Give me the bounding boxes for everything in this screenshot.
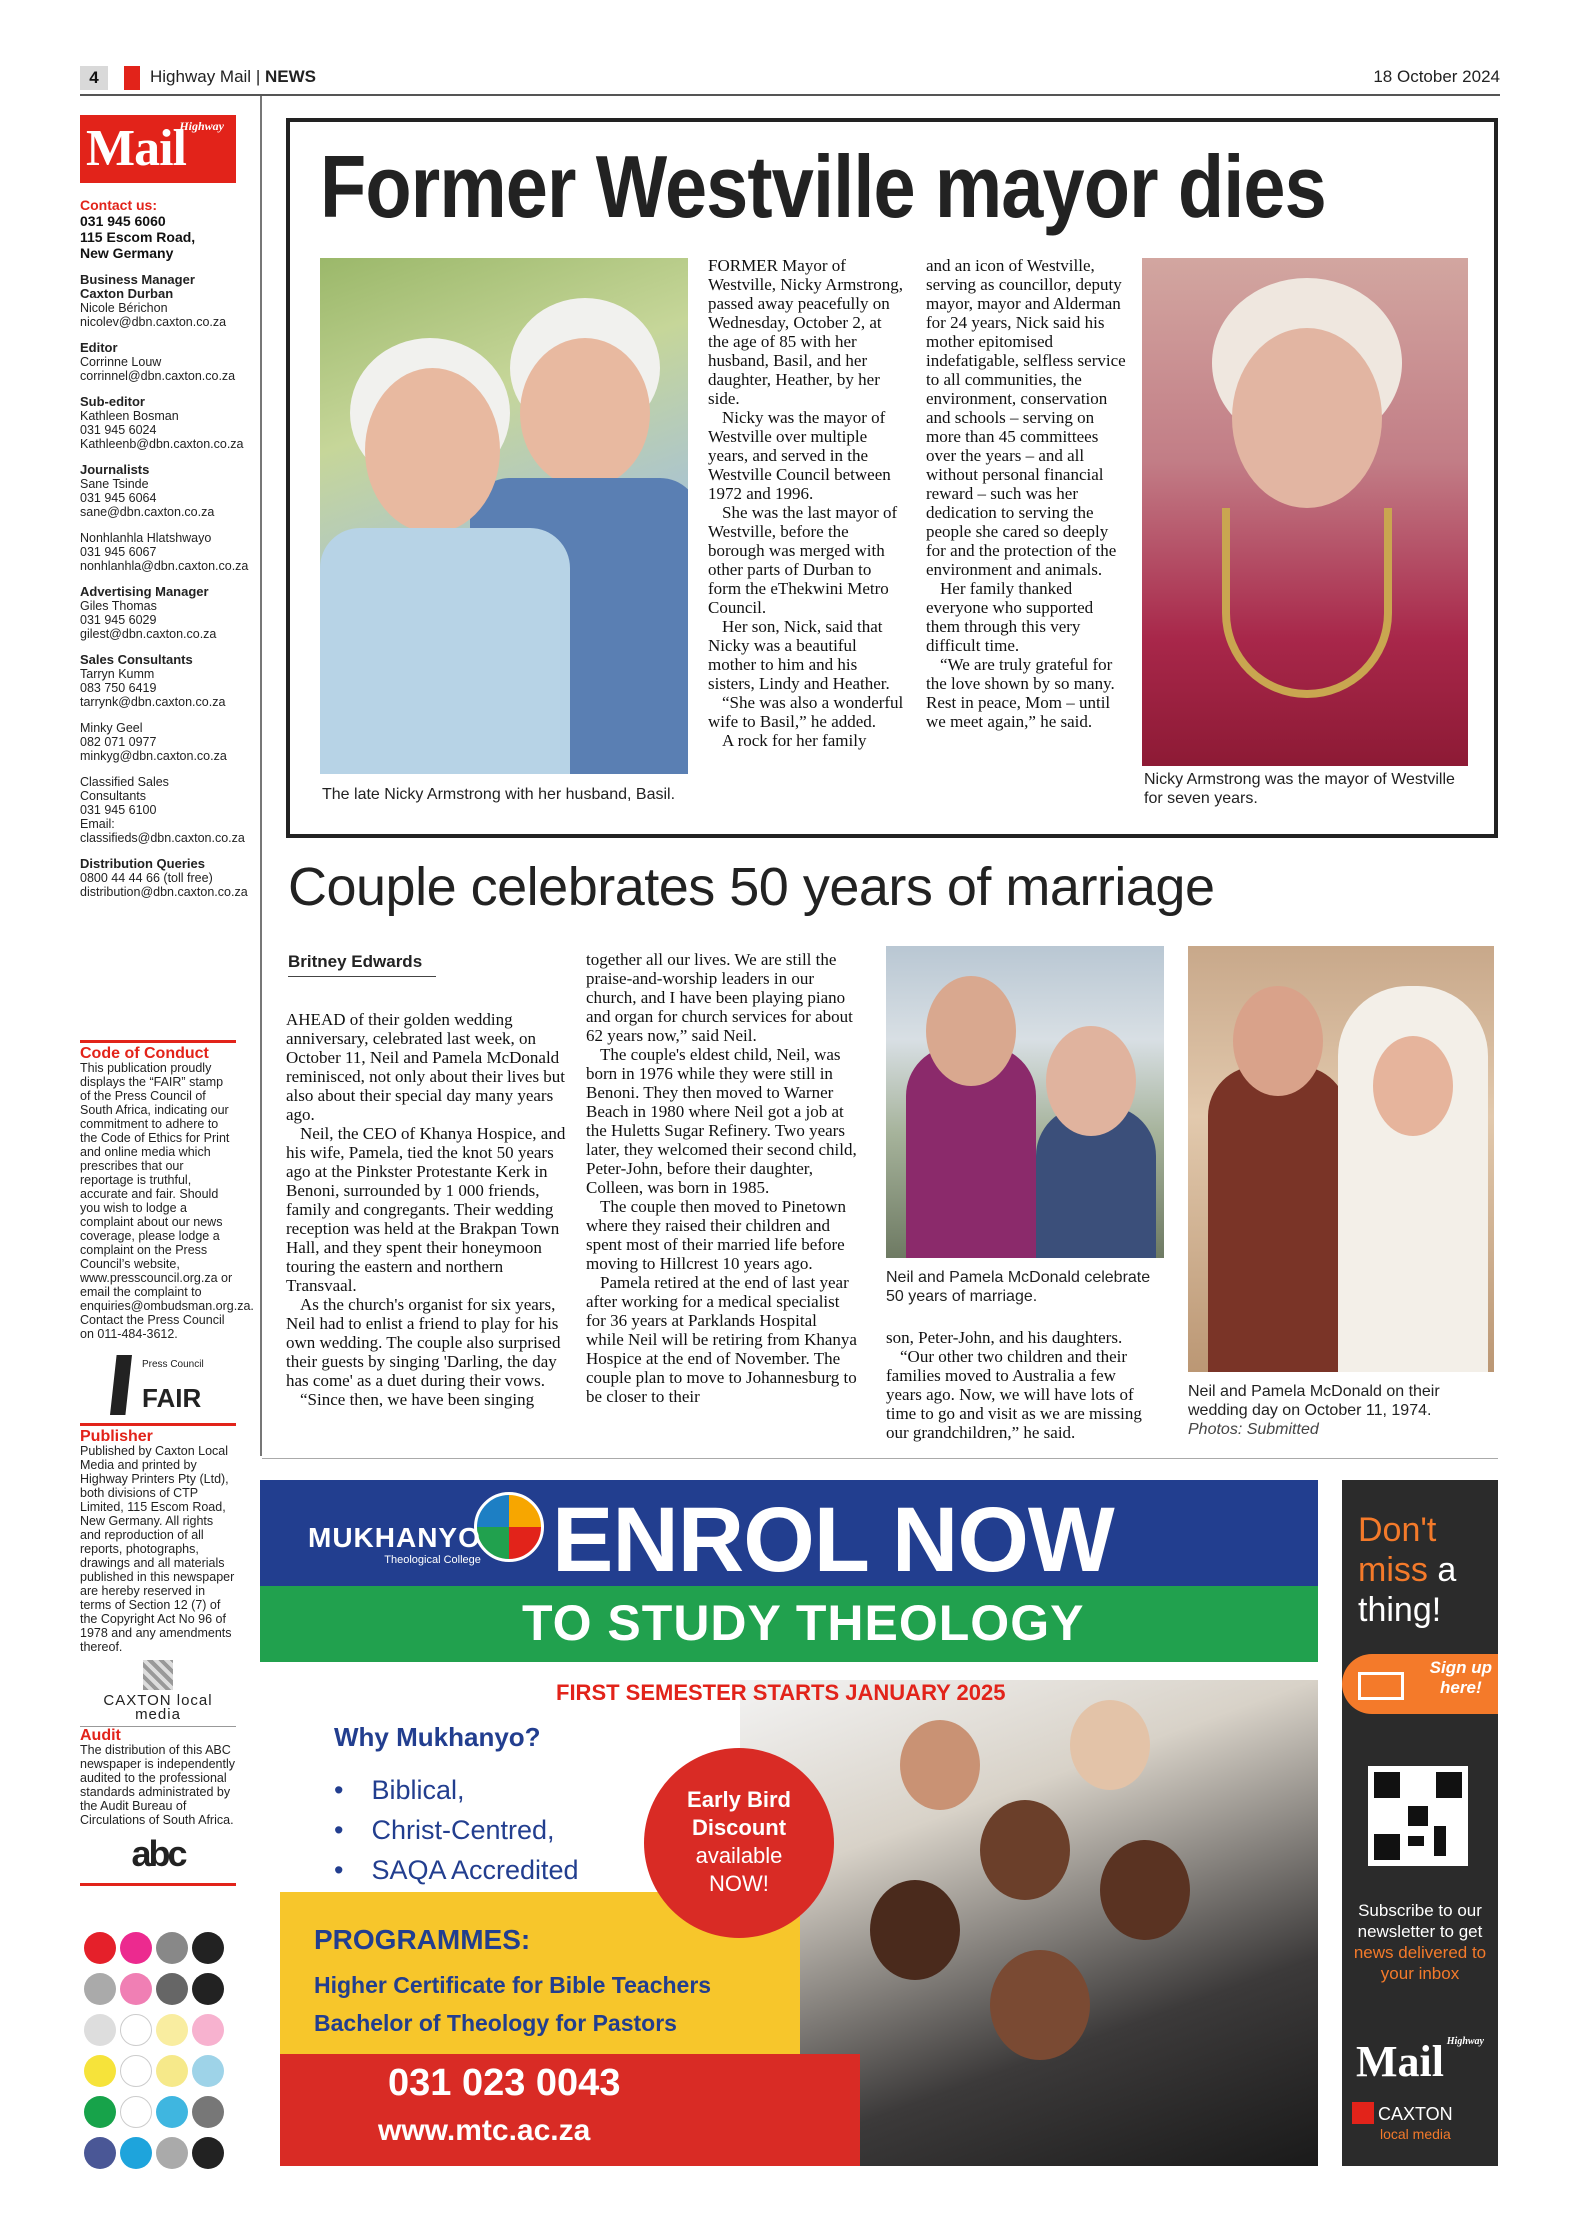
ad-programmes-title: PROGRAMMES:: [314, 1924, 531, 1955]
staff-name: Sane Tsinde: [80, 477, 149, 491]
signup-line: Sign up: [1429, 1658, 1492, 1677]
audit-title: Audit: [80, 1727, 121, 1744]
photo-element: [520, 338, 650, 488]
article-paragraph: “She was also a wonderful wife to Basil,” he added.: [708, 693, 904, 731]
article-paragraph: Her son, Nick, said that Nicky was a beautiful mother to him and his sisters, Lindy and Heather.: [708, 617, 890, 693]
staff-sidebar: [80, 115, 249, 899]
staff-phone: 082 071 0977: [80, 735, 157, 749]
fair-logo: [108, 1355, 208, 1415]
color-dot: [192, 2096, 224, 2128]
color-dot: [84, 2096, 116, 2128]
staff-email[interactable]: distribution@dbn.caxton.co.za: [80, 885, 248, 899]
staff-email[interactable]: Kathleenb@dbn.caxton.co.za: [80, 437, 244, 451]
color-dot: [120, 1973, 152, 2005]
banner-line: a: [1427, 1551, 1457, 1589]
color-dot: [120, 2014, 152, 2046]
banner-masthead: Mail: [1356, 2037, 1444, 2086]
publication-name: Highway Mail: [150, 67, 252, 86]
staff-name: Minky Geel: [80, 721, 143, 735]
staff-entry: [80, 463, 236, 519]
ad-brand-name: MUKHANYO: [308, 1522, 481, 1553]
staff-phone: 083 750 6419: [80, 681, 157, 695]
ad-bullets: [334, 1770, 579, 1890]
article-paragraph: AHEAD of their golden wedding anniversary, celebrated last week, on October 11, Neil and Pamela McDonald reminisced, not only about their lives but also about their special day many years ago.: [286, 1010, 566, 1124]
qr-block: [1374, 1834, 1400, 1860]
article-paragraph: She was the last mayor of Westville, before the borough was merged with other parts of Durban to form the eThekwini Metro Council.: [708, 503, 898, 617]
color-dot: [192, 1932, 224, 1964]
staff-email[interactable]: tarrynk@dbn.caxton.co.za: [80, 695, 226, 709]
photo-element: [870, 1880, 960, 1980]
photo-mayor-portrait: [1142, 258, 1468, 766]
color-dot: [192, 2137, 224, 2169]
article-paragraph: son, Peter-John, and his daughters.: [886, 1328, 1123, 1347]
ad-bullet: • Christ-Centred,: [334, 1810, 579, 1850]
masthead-big: Mail: [86, 120, 186, 177]
color-dot: [120, 2137, 152, 2169]
article1-column-1: [708, 256, 904, 750]
staff-entry: [80, 721, 236, 763]
ad-brand-sub: Theological College: [384, 1554, 481, 1566]
article-paragraph: “We are truly grateful for the love shown by so many. Rest in peace, Mom – until we meet again,” he said.: [926, 655, 1115, 731]
photo-caption: [1188, 1382, 1494, 1439]
article-paragraph: As the church's organist for six years, Neil had to enlist a friend to play for his own wedding. The couple also surprised their guests by singing 'Darling, the day has come' as a duet during their vows.: [286, 1295, 561, 1390]
staff-email[interactable]: nicolev@dbn.caxton.co.za: [80, 315, 227, 329]
ad-phone[interactable]: 031 023 0043: [388, 2062, 621, 2104]
color-dot: [156, 2014, 188, 2046]
staff-entry: [80, 585, 236, 641]
envelope-icon: [1358, 1672, 1404, 1700]
contact-address: 115 Escom Road,: [80, 229, 196, 245]
color-dot: [156, 2137, 188, 2169]
staff-email[interactable]: minkyg@dbn.caxton.co.za: [80, 749, 227, 763]
staff-role2: Caxton Durban: [80, 286, 174, 301]
staff-entry: [80, 531, 249, 573]
ad-semester: FIRST SEMESTER STARTS JANUARY 2025: [556, 1680, 1006, 1705]
qr-block: [1408, 1806, 1428, 1826]
color-dot: [84, 1932, 116, 1964]
issue-date: 18 October 2024: [1373, 67, 1500, 86]
article-paragraph: and an icon of Westville, serving as councillor, deputy mayor, mayor and Alderman for 24 years, Nick said his mother epitomised indefatigable, selfless service to all communities, the environment, conservation and schools – serving on more than 45 committees over the years – and all without personal financial reward – such was her dedication to serving the people she cared so deeply for and the protection of the environment and animals.: [926, 256, 1126, 579]
page-number: 4: [80, 66, 108, 90]
article-paragraph: The couple then moved to Pinetown where they raised their children and spent most of their married life before moving to Hillcrest 10 years ago.: [586, 1197, 846, 1273]
discount-line: Discount: [691, 1815, 787, 1840]
photo-caption: Nicky Armstrong was the mayor of Westville for seven years.: [1144, 771, 1455, 807]
fair-big: FAIR: [142, 1383, 202, 1413]
contact-phone: 031 945 6060: [80, 213, 166, 229]
article-paragraph: Nicky was the mayor of Westville over multiple years, and served in the Westville Council between 1972 and 1996.: [708, 408, 891, 503]
article-paragraph: FORMER Mayor of Westville, Nicky Armstrong, passed away peacefully on Wednesday, October 2, at the age of 85 with her husband, Basil, and her daughter, Heather, by her side.: [708, 256, 904, 408]
photo-credit: Photos: Submitted: [1188, 1421, 1319, 1438]
qr-code-icon[interactable]: [1368, 1766, 1468, 1866]
photo-wedding-day: [1188, 946, 1494, 1372]
caxton-mark-icon: [143, 1660, 173, 1690]
color-dot: [156, 2055, 188, 2087]
photo-element: [900, 1720, 980, 1810]
color-dot: [84, 2137, 116, 2169]
mayoral-chain: [1222, 508, 1392, 698]
publisher-text: Published by Caxton Local Media and printed by Highway Printers Pty (Ltd), both divisions of CTP Limited, 115 Escom Road, New Germany. All rights and reproduction of all reports, photographs, drawings and all materials published in this newspaper are hereby reserved in terms of Section 12 (7) of the Copyright Act No 96 of 1978 and any amendments thereof.: [80, 1444, 235, 1654]
contact-label: Contact us:: [80, 197, 157, 213]
staff-email[interactable]: corrinnel@dbn.caxton.co.za: [80, 369, 236, 383]
section-name: NEWS: [264, 67, 316, 86]
contact-block: [80, 197, 236, 261]
staff-name: Tarryn Kumm: [80, 667, 155, 681]
signup-line: here!: [1440, 1678, 1482, 1697]
column-divider: [260, 96, 262, 1456]
banner-line: Don't: [1358, 1511, 1437, 1549]
contact-address-2: New Germany: [80, 245, 174, 261]
running-head: Highway Mail | NEWS: [150, 67, 316, 86]
staff-entry: [80, 856, 248, 899]
staff-email[interactable]: sane@dbn.caxton.co.za: [80, 505, 215, 519]
color-dot: [120, 2055, 152, 2087]
qr-block: [1408, 1836, 1424, 1846]
qr-block: [1374, 1772, 1400, 1798]
staff-role: Business Manager: [80, 272, 195, 287]
color-dot: [120, 2096, 152, 2128]
newsletter-banner[interactable]: [1342, 1480, 1498, 2166]
article2-column-3: [886, 1328, 1154, 1442]
ad-bullet: • Biblical,: [334, 1770, 579, 1810]
article-paragraph: together all our lives. We are still the praise-and-worship leaders in our church, and I have been playing piano and organ for church services for about 62 years now,” said Neil.: [586, 950, 853, 1045]
staff-name: Giles Thomas: [80, 599, 157, 613]
caxton-sub: local media: [1380, 2126, 1451, 2142]
color-dot: [84, 2014, 116, 2046]
article1-column-2: [926, 256, 1126, 731]
staff-email[interactable]: Email: classifieds@dbn.caxton.co.za: [80, 817, 245, 845]
ad-enrol: ENROL NOW: [552, 1489, 1114, 1591]
banner-line: thing!: [1358, 1591, 1442, 1629]
article1-headline: Former Westville mayor dies: [320, 137, 1326, 236]
caxton-name: CAXTON: [1378, 2104, 1453, 2124]
ad-brand: [308, 1522, 481, 1566]
masthead-small: Highway: [179, 119, 224, 133]
code-text: This publication proudly displays the “FAIR” stamp of the Press Council of South Africa, indicating our commitment to adhere to the Code of Ethics for Print and online media which prescribes that our reportage is truthful, accurate and fair. Should you wish to lodge a complaint about our news coverage, please lodge a complaint on the Press Council’s website, www.presscouncil.org.za or email the complaint to enquiries@ombudsman.org.za. Contact the Press Council on 011-484-3612.: [80, 1061, 254, 1341]
masthead-logo: [80, 115, 236, 183]
caxton-square-icon: [1352, 2102, 1374, 2124]
photo-element: [990, 1950, 1090, 2060]
subscribe-line: news delivered to your inbox: [1353, 1943, 1487, 1983]
photo-element: [1100, 1840, 1190, 1940]
staff-entry: [80, 775, 245, 845]
staff-phone: 031 945 6029: [80, 613, 157, 627]
staff-email[interactable]: nonhlanhla@dbn.caxton.co.za: [80, 559, 249, 573]
photo-element: [926, 976, 1016, 1086]
article-paragraph: “Since then, we have been singing: [300, 1390, 535, 1409]
ad-programme: Bachelor of Theology for Pastors: [314, 2010, 677, 2036]
color-dot: [192, 1973, 224, 2005]
color-dot: [84, 2055, 116, 2087]
article-paragraph: “Our other two children and their families moved to Australia a few years ago. Now, we will have lots of time to go and visit as we are missing our grandchildren,” he said.: [886, 1347, 1142, 1442]
audit-text: The distribution of this ABC newspaper is independently audited to the professional standards administrated by the Audit Bureau of Circulations of South Africa.: [80, 1743, 235, 1827]
photo-element: [1046, 1026, 1136, 1136]
caxton-logo: [1352, 2102, 1453, 2143]
staff-phone: 031 945 6024: [80, 423, 157, 437]
banner-headline: [1358, 1510, 1456, 1630]
code-title: Code of Conduct: [80, 1040, 236, 1061]
caption-text: Neil and Pamela McDonald on their wedding day on October 11, 1974.: [1188, 1383, 1440, 1419]
staff-phone: 031 945 6064: [80, 491, 157, 505]
staff-name: Kathleen Bosman: [80, 409, 179, 423]
staff-role: Sales Consultants: [80, 652, 193, 667]
photo-element: [980, 1800, 1070, 1900]
byline: Britney Edwards: [288, 952, 436, 977]
subscribe-line: Subscribe to our newsletter to get: [1357, 1901, 1483, 1941]
color-dot: [156, 1932, 188, 1964]
staff-name: Classified Sales Consultants: [80, 775, 169, 803]
photo-element: [1208, 1066, 1348, 1372]
africa-logo-icon: [474, 1492, 544, 1562]
fair-small: Press Council: [142, 1359, 204, 1370]
staff-role: Distribution Queries: [80, 856, 205, 871]
article-paragraph: The couple's eldest child, Neil, was born in 1976 while they were still in Benoni. They then moved to Warner Beach in 1980 where Neil got a job at the Huletts Sugar Refinery. Two years later, they welcomed their second child, Peter-John, before their daughter, Colleen, was born in 1985.: [586, 1045, 857, 1197]
article-paragraph: Her family thanked everyone who supported them through this very difficult time.: [926, 579, 1094, 655]
article-paragraph: Pamela retired at the end of last year after working for a medical specialist for 36 years at Parklands Hospital while Neil will be retiring from Khanya Hospice at the end of November. The couple plan to move to Johannesburg to be closer to their: [586, 1273, 857, 1406]
abc-logo: abc: [80, 1833, 236, 1886]
section-marker: [124, 66, 140, 90]
staff-entry: [80, 394, 244, 451]
staff-role: Advertising Manager: [80, 584, 209, 599]
article2-headline: Couple celebrates 50 years of marriage: [288, 857, 1215, 917]
ad-programme: Higher Certificate for Bible Teachers: [314, 1972, 712, 1998]
subscribe-text: [1350, 1900, 1490, 1984]
code-of-conduct: [80, 1040, 254, 1886]
staff-role: Sub-editor: [80, 394, 145, 409]
staff-phone: 031 945 6100: [80, 803, 157, 817]
staff-list: [80, 272, 249, 899]
photo-caption: Neil and Pamela McDonald celebrate 50 years of marriage.: [886, 1269, 1151, 1305]
discount-line: available: [695, 1843, 783, 1868]
photo-caption: The late Nicky Armstrong with her husband, Basil.: [322, 786, 676, 803]
ad-website[interactable]: www.mtc.ac.za: [378, 2114, 591, 2147]
ad-bullet: • SAQA Accredited: [334, 1850, 579, 1890]
staff-name: Nicole Bérichon: [80, 301, 168, 315]
photo-element: [365, 368, 500, 533]
discount-line: NOW!: [709, 1871, 769, 1896]
staff-entry: [80, 273, 236, 329]
photo-mcdonald-couple: [886, 946, 1164, 1258]
caxton-logo: CAXTON local media: [80, 1694, 236, 1727]
staff-name: 0800 44 44 66 (toll free): [80, 871, 213, 885]
fair-pole-icon: [110, 1355, 132, 1415]
photo-armstrong-couple: [320, 258, 688, 774]
discount-line: Early Bird: [687, 1787, 791, 1812]
section-rule: [262, 1458, 1498, 1459]
staff-name: Nonhlanhla Hlatshwayo: [80, 531, 212, 545]
staff-name: Corrinne Louw: [80, 355, 162, 369]
ad-theology: TO STUDY THEOLOGY: [522, 1595, 1085, 1651]
signup-label[interactable]: [1430, 1658, 1492, 1698]
ad-discount-badge: [644, 1748, 834, 1938]
color-dot: [84, 1973, 116, 2005]
staff-entry: [80, 341, 236, 383]
header-rule: [80, 94, 1500, 96]
ad-why: Why Mukhanyo?: [334, 1722, 541, 1752]
article-paragraph: Neil, the CEO of Khanya Hospice, and his wife, Pamela, tied the knot 50 years ago at the Pinkster Protestante Kerk in Benoni, surrounded by 1 000 friends, family and congregants. Their wedding reception was held at the Brakpan Town Hall, and they spent their honeymoon touring the eastern and northern Transvaal.: [286, 1124, 566, 1295]
photo-element: [1373, 1036, 1453, 1136]
banner-masthead-small: Highway: [1446, 2036, 1484, 2047]
color-dot: [120, 1932, 152, 1964]
photo-element: [1232, 328, 1382, 508]
article-paragraph: A rock for her family: [722, 731, 867, 750]
color-dot: [156, 2096, 188, 2128]
staff-role: Editor: [80, 340, 118, 355]
color-registration-dots: [82, 1930, 232, 2176]
article2-column-2: [586, 950, 858, 1406]
color-dot: [192, 2014, 224, 2046]
article2-column-1: [286, 1010, 576, 1409]
staff-entry: [80, 653, 236, 709]
staff-role: Journalists: [80, 462, 150, 477]
staff-email[interactable]: gilest@dbn.caxton.co.za: [80, 627, 217, 641]
publisher-title: Publisher: [80, 1423, 236, 1444]
qr-block: [1434, 1826, 1446, 1856]
photo-element: [1233, 986, 1323, 1096]
color-dot: [156, 1973, 188, 2005]
color-dot: [192, 2055, 224, 2087]
banner-line: miss: [1358, 1551, 1428, 1589]
staff-phone: 031 945 6067: [80, 545, 157, 559]
photo-element: [320, 528, 570, 774]
advertisement-mukhanyo[interactable]: [260, 1480, 1318, 2166]
qr-block: [1436, 1772, 1462, 1798]
photo-element: [1070, 1700, 1150, 1790]
